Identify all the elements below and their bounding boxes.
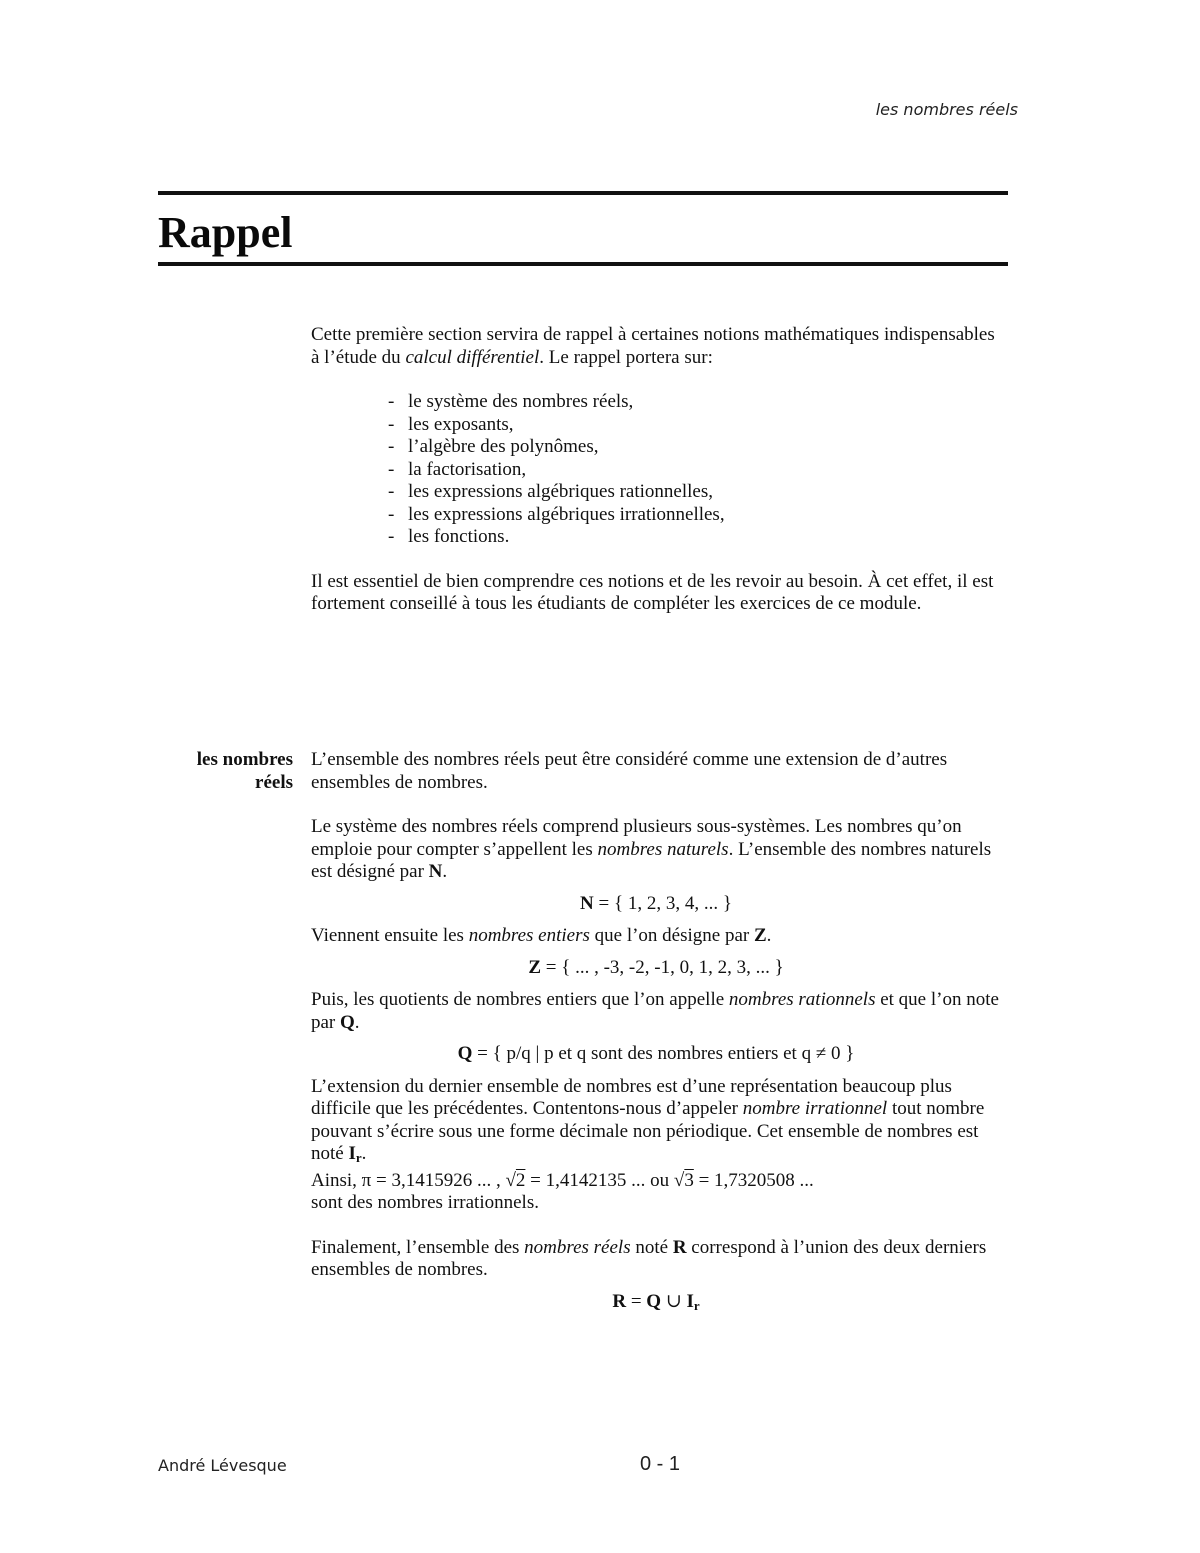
intro-paragraph: Cette première section servira de rappel à certaines notions mathématiques indispensables à l’étude du calcul différentiel. Le rappel portera sur:	[311, 324, 995, 368]
title-bottom-rule	[158, 262, 1008, 266]
footer-author: André Lévesque	[158, 1456, 287, 1475]
section-title: Rappel	[158, 208, 293, 257]
reals-paragraph-6b: sont des nombres irrationnels.	[311, 1192, 539, 1213]
list-item: - les fonctions.	[388, 526, 510, 547]
topics-list	[311, 391, 1001, 549]
equation-rationals: Q = { p/q | p et q sont des nombres entiers et q ≠ 0 }	[457, 1043, 855, 1064]
reals-section	[311, 749, 1001, 1327]
list-item: - les exposants,	[388, 413, 514, 435]
reals-paragraph-7: Finalement, l’ensemble des nombres réels noté R correspond à l’union des deux derniers ensembles de nombres.	[311, 1236, 987, 1280]
running-header: les nombres réels	[875, 100, 1018, 119]
margin-label: les nombres réels	[196, 749, 293, 793]
footer-page-number: 0 - 1	[639, 1453, 681, 1475]
title-top-rule	[158, 191, 1008, 195]
reals-paragraph-6: Ainsi, π = 3,1415926 ... , √2 = 1,4142135 ... ou √3 = 1,7320508 ...	[311, 1169, 814, 1191]
reals-paragraph-1: L’ensemble des nombres réels peut être considéré comme une extension de d’autres ensembles de nombres.	[311, 749, 948, 793]
equation-reals: R = Q ∪ $I_r$	[612, 1290, 700, 1313]
reals-paragraph-2: Le système des nombres réels comprend plusieurs sous-systèmes. Les nombres qu’on emploie pour compter s’appellent les nombres naturels. L’ensemble des nombres naturels est désigné par N.	[311, 816, 992, 882]
list-item: - la factorisation,	[388, 458, 527, 480]
intro-section	[311, 324, 1001, 616]
intro-closing-paragraph: Il est essentiel de bien comprendre ces notions et de les revoir au besoin. À cet effet, il est fortement conseillé à tous les étudiants de compléter les exercices de ce module.	[311, 570, 994, 614]
reals-paragraph-3: Viennent ensuite les nombres entiers que l’on désigne par Z.	[311, 925, 772, 946]
list-item: - les expressions algébriques rationnelles,	[388, 481, 713, 502]
equation-naturals: N = { 1, 2, 3, 4, ... }	[580, 892, 732, 914]
equation-integers: Z = { ... , -3, -2, -1, 0, 1, 2, 3, ... }	[528, 956, 784, 978]
reals-paragraph-4: Puis, les quotients de nombres entiers que l’on appelle nombres rationnels et que l’on note par Q.	[311, 989, 999, 1033]
list-item: - les expressions algébriques irrationnelles,	[388, 503, 725, 525]
reals-paragraph-5: L’extension du dernier ensemble de nombres est d’une représentation beaucoup plus difficile que les précédentes. Contentons-nous d’appeler nombre irrationnel tout nombre pouvant s’écrire sous une forme décimale non périodique. Cet ensemble de nombres est noté $I_r$.	[311, 1075, 985, 1165]
list-item: - le système des nombres réels,	[388, 391, 634, 412]
list-item: - l’algèbre des polynômes,	[388, 436, 599, 457]
